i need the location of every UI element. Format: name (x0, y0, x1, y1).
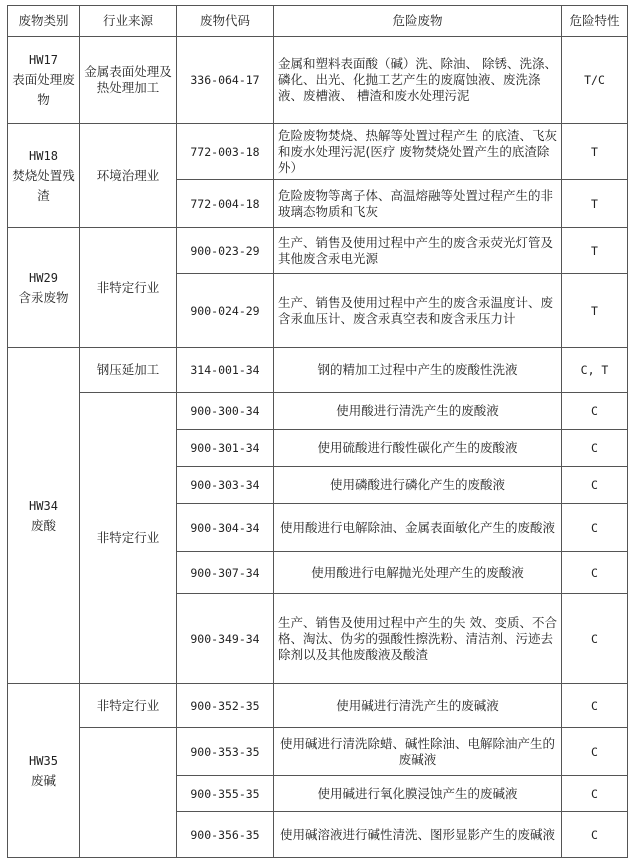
category-code: HW18 (29, 148, 58, 163)
category-code: HW29 (29, 270, 58, 285)
table-row (8, 124, 628, 180)
description-cell: 钢的精加工过程中产生的废酸性洗液 (274, 348, 562, 393)
hazard-cell: C (562, 430, 628, 467)
description-cell: 使用酸进行清洗产生的废酸液 (274, 393, 562, 430)
hazardous-waste-table (7, 5, 628, 858)
header-industry: 行业来源 (80, 6, 177, 37)
description-cell: 使用酸进行电解除油、金属表面敏化产生的废酸液 (274, 504, 562, 552)
description-cell: 使用碱进行氧化膜浸蚀产生的废碱液 (274, 776, 562, 812)
industry-cell: 非特定行业 (80, 393, 177, 684)
hazard-cell: C (562, 594, 628, 684)
code-cell: 900-301-34 (177, 430, 274, 467)
table-row (8, 393, 628, 430)
description-cell: 使用碱进行清洗产生的废碱液 (274, 684, 562, 728)
hazard-cell: T (562, 228, 628, 274)
description-cell: 生产、销售及使用过程中产生的失 效、变质、不合格、淘汰、伪劣的强酸性擦洗粉、清洁剂、污迹去除剂以及其他废酸液及酸渣 (274, 594, 562, 684)
category-cell (8, 124, 80, 228)
code-cell: 772-003-18 (177, 124, 274, 180)
hazard-cell: C (562, 728, 628, 776)
hazard-cell: C (562, 504, 628, 552)
hazard-cell: T/C (562, 37, 628, 124)
category-cell (8, 37, 80, 124)
code-cell: 314-001-34 (177, 348, 274, 393)
category-code: HW35 (29, 753, 58, 768)
table-row (8, 228, 628, 274)
description-cell: 危险废物焚烧、热解等处置过程产生 的底渣、飞灰和废水处理污泥(医疗 废物焚烧处置产生的底渣除外） (274, 124, 562, 180)
category-name: 表面处理废物 (12, 72, 75, 107)
industry-cell (80, 728, 177, 858)
code-cell: 900-023-29 (177, 228, 274, 274)
hazard-cell: C (562, 552, 628, 594)
code-cell: 900-304-34 (177, 504, 274, 552)
description-cell: 使用碱溶液进行碱性清洗、图形显影产生的废碱液 (274, 812, 562, 858)
description-cell: 使用碱进行清洗除蜡、碱性除油、电解除油产生的废碱液 (274, 728, 562, 776)
code-cell: 772-004-18 (177, 180, 274, 228)
category-name: 废碱 (30, 772, 56, 788)
category-cell (8, 348, 80, 684)
code-cell: 900-353-35 (177, 728, 274, 776)
table-row (8, 728, 628, 776)
description-cell: 使用磷酸进行磷化产生的废酸液 (274, 467, 562, 504)
industry-cell: 非特定行业 (80, 684, 177, 728)
category-cell (8, 228, 80, 348)
code-cell: 900-300-34 (177, 393, 274, 430)
description-cell: 金属和塑料表面酸（碱）洗、除油、 除锈、洗涤、磷化、出光、化抛工艺产生的废腐蚀液、废洗涤液、废槽液、 槽渣和废水处理污泥 (274, 37, 562, 124)
table-row (8, 684, 628, 728)
category-name: 含汞废物 (18, 289, 69, 305)
industry-cell: 金属表面处理及热处理加工 (80, 37, 177, 124)
code-cell: 900-024-29 (177, 274, 274, 348)
header-code: 废物代码 (177, 6, 274, 37)
hazard-cell: C (562, 684, 628, 728)
code-cell: 900-352-35 (177, 684, 274, 728)
header-hazard: 危险特性 (562, 6, 628, 37)
code-cell: 336-064-17 (177, 37, 274, 124)
category-name: 废酸 (30, 517, 56, 533)
table-row (8, 37, 628, 124)
hazard-cell: C, T (562, 348, 628, 393)
code-cell: 900-356-35 (177, 812, 274, 858)
header-category: 废物类别 (8, 6, 80, 37)
hazard-cell: C (562, 393, 628, 430)
industry-cell: 钢压延加工 (80, 348, 177, 393)
description-cell: 生产、销售及使用过程中产生的废含汞荧光灯管及其他废含汞电光源 (274, 228, 562, 274)
hazard-cell: T (562, 180, 628, 228)
category-code: HW17 (29, 53, 58, 67)
description-cell: 生产、销售及使用过程中产生的废含汞温度计、废含汞血压计、废含汞真空表和废含汞压力计 (274, 274, 562, 348)
description-cell: 危险废物等离子体、高温熔融等处置过程产生的非玻璃态物质和飞灰 (274, 180, 562, 228)
hazard-cell: C (562, 467, 628, 504)
hazard-cell: C (562, 812, 628, 858)
hazard-cell: T (562, 124, 628, 180)
industry-cell: 环境治理业 (80, 124, 177, 228)
header-row (8, 6, 628, 37)
description-cell: 使用酸进行电解抛光处理产生的废酸液 (274, 552, 562, 594)
code-cell: 900-355-35 (177, 776, 274, 812)
code-cell: 900-303-34 (177, 467, 274, 504)
hazard-cell: T (562, 274, 628, 348)
code-cell: 900-349-34 (177, 594, 274, 684)
hazard-cell: C (562, 776, 628, 812)
code-cell: 900-307-34 (177, 552, 274, 594)
industry-cell: 非特定行业 (80, 228, 177, 348)
category-cell (8, 684, 80, 858)
category-code: HW34 (29, 498, 58, 513)
description-cell: 使用硫酸进行酸性碳化产生的废酸液 (274, 430, 562, 467)
table-row (8, 348, 628, 393)
category-name: 焚烧处置残渣 (12, 167, 75, 203)
header-waste: 危险废物 (274, 6, 562, 37)
